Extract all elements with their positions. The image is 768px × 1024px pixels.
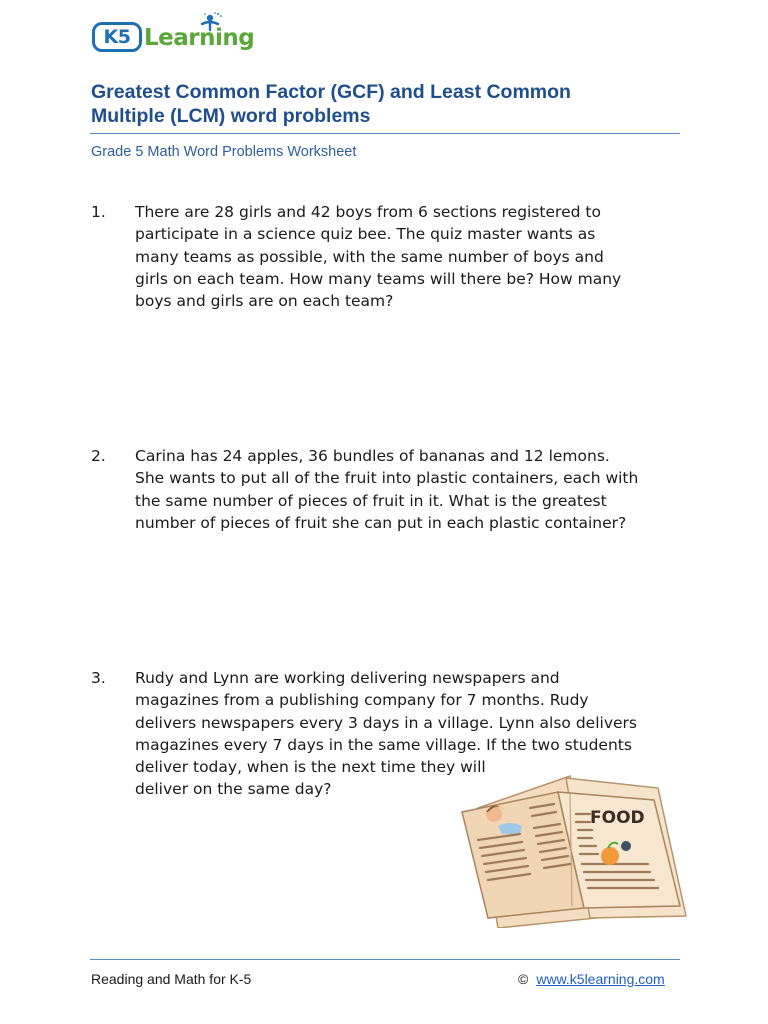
problem-number: 3. — [91, 669, 106, 687]
header-divider — [90, 133, 680, 134]
newspaper-headline: FOOD — [590, 808, 645, 828]
problem-line: delivers newspapers every 3 days in a village. Lynn also delivers — [135, 713, 637, 732]
problem-number: 2. — [91, 447, 106, 465]
logo-person-icon — [196, 12, 226, 36]
k5-learning-logo — [92, 16, 262, 60]
page-title — [91, 80, 691, 128]
problem-line: boys and girls are on each team? — [135, 292, 394, 311]
website-link[interactable]: www.k5learning.com — [536, 971, 665, 987]
problem-line: participate in a science quiz bee. The quiz master wants as — [135, 225, 596, 244]
footer-divider — [90, 959, 680, 960]
title-line: Greatest Common Factor (GCF) and Least Common — [91, 81, 571, 103]
newspaper-icon — [458, 768, 690, 928]
problem-line: the same number of pieces of fruit in it. What is the greatest — [135, 491, 607, 510]
problem-text — [135, 445, 683, 534]
problem-line: Carina has 24 apples, 36 bundles of bananas and 12 lemons. — [135, 447, 610, 465]
problem-line: number of pieces of fruit she can put in each plastic container? — [135, 513, 627, 532]
problem-line: There are 28 girls and 42 boys from 6 sections registered to — [135, 203, 601, 221]
worksheet-subtitle: Grade 5 Math Word Problems Worksheet — [91, 144, 357, 160]
problem-number: 1. — [91, 203, 106, 221]
problem-line: Rudy and Lynn are working delivering newspapers and — [135, 669, 560, 687]
problem-line: deliver on the same day? — [135, 780, 332, 799]
problem-line: magazines from a publishing company for 7 months. Rudy — [135, 691, 589, 710]
footer-copyright — [518, 970, 665, 988]
logo-k5-badge: K5 — [92, 22, 142, 52]
copyright-symbol: © — [518, 971, 529, 987]
logo-wordmark: Learning — [144, 25, 255, 51]
problem-line: She wants to put all of the fruit into plastic containers, each with — [135, 469, 639, 488]
footer-tagline: Reading and Math for K-5 — [91, 971, 252, 987]
problem-line: deliver today, when is the next time they will — [135, 758, 486, 777]
problem-text — [135, 201, 683, 312]
title-line: Multiple (LCM) word problems — [91, 105, 371, 127]
problem-line: magazines every 7 days in the same village. If the two students — [135, 735, 632, 754]
problem-line: girls on each team. How many teams will there be? How many — [135, 269, 622, 288]
problem-line: many teams as possible, with the same number of boys and — [135, 247, 604, 266]
